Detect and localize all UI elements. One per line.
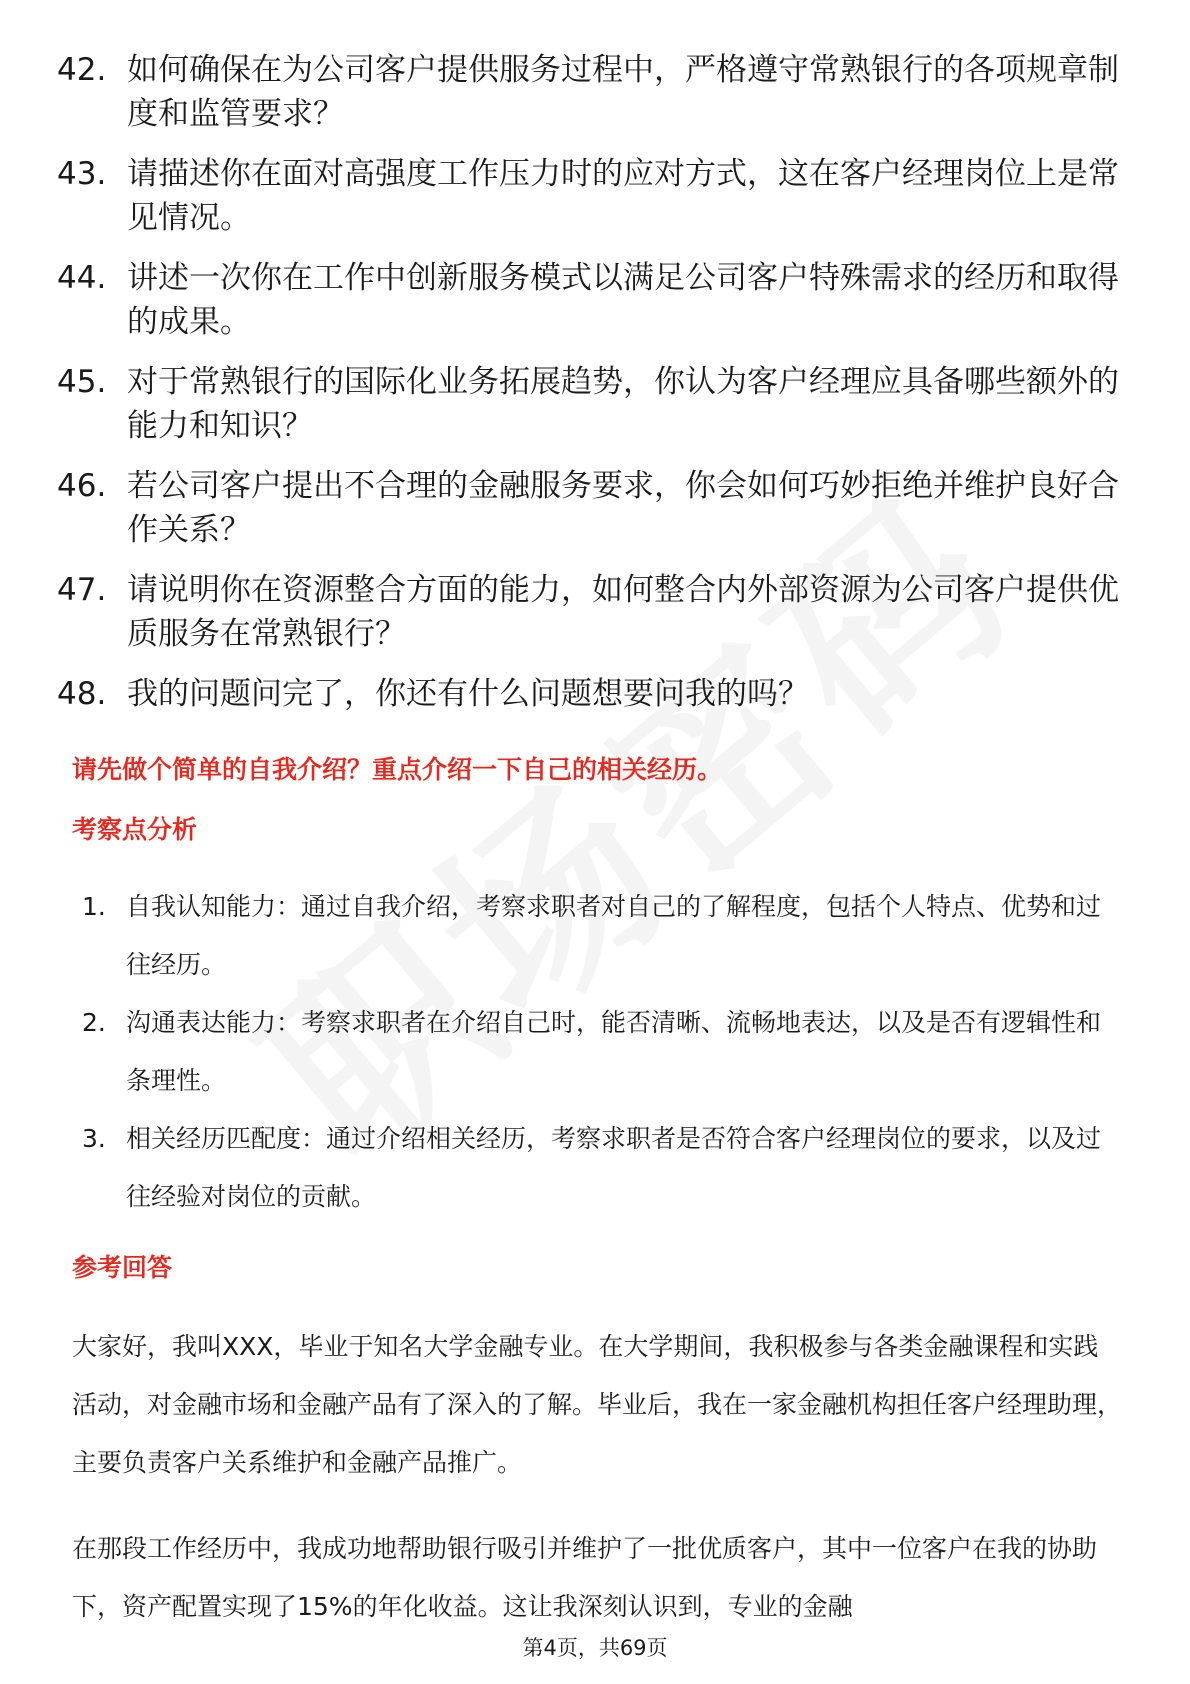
question-text: 对于常熟银行的国际化业务拓展趋势，你认为客户经理应具备哪些额外的能力和知识？ [127, 364, 1119, 444]
analysis-heading: 考察点分析 [72, 815, 198, 844]
answer-heading: 参考回答 [72, 1253, 173, 1282]
question-number: 46. [57, 468, 107, 504]
list-item [57, 568, 1137, 656]
question-text: 请说明你在资源整合方面的能力，如何整合内外部资源为公司客户提供优质服务在常熟银行？ [127, 572, 1119, 652]
list-item [82, 994, 1122, 1110]
analysis-text: 沟通表达能力：考察求职者在介绍自己时，能否清晰、流畅地表达，以及是否有逻辑性和条理性。 [126, 1008, 1102, 1095]
section-question: 请先做个简单的自我介绍？重点介绍一下自己的相关经历。 [72, 755, 723, 784]
question-text: 如何确保在为公司客户提供服务过程中，严格遵守常熟银行的各项规章制度和监管要求？ [127, 52, 1119, 132]
analysis-number: 1. [82, 892, 106, 921]
question-number: 48. [57, 676, 107, 712]
question-text: 若公司客户提出不合理的金融服务要求，你会如何巧妙拒绝并维护良好合作关系？ [127, 468, 1119, 548]
question-number: 42. [57, 52, 107, 88]
list-item [57, 48, 1137, 136]
question-text: 请描述你在面对高强度工作压力时的应对方式，这在客户经理岗位上是常见情况。 [127, 156, 1119, 236]
answer-paragraph: 在那段工作经历中，我成功地帮助银行吸引并维护了一批优质客户，其中一位客户在我的协助下，资产配置实现了15%的年化收益。这让我深刻认识到，专业的金融 [72, 1534, 1098, 1621]
question-number: 45. [57, 364, 107, 400]
page-footer: 第4页，共69页 [522, 1636, 668, 1660]
analysis-list [82, 878, 1122, 1226]
list-item [57, 256, 1137, 344]
analysis-text: 相关经历匹配度：通过介绍相关经历，考察求职者是否符合客户经理岗位的要求，以及过往经验对岗位的贡献。 [126, 1124, 1102, 1211]
analysis-number: 2. [82, 1008, 106, 1037]
answer-paragraph: 大家好，我叫XXX，毕业于知名大学金融专业。在大学期间，我积极参与各类金融课程和实践活动，对金融市场和金融产品有了深入的了解。毕业后，我在一家金融机构担任客户经理助理，主要负责客户关系维护和金融产品推广。 [72, 1332, 1123, 1477]
question-text: 讲述一次你在工作中创新服务模式以满足公司客户特殊需求的经历和取得的成果。 [127, 260, 1119, 340]
list-item [57, 672, 1137, 716]
question-number: 44. [57, 260, 107, 296]
list-item [82, 878, 1122, 994]
analysis-number: 3. [82, 1124, 106, 1153]
list-item [57, 464, 1137, 552]
analysis-text: 自我认知能力：通过自我介绍，考察求职者对自己的了解程度，包括个人特点、优势和过往经历。 [126, 892, 1102, 979]
question-number: 47. [57, 572, 107, 608]
question-number: 43. [57, 156, 107, 192]
list-item [57, 152, 1137, 240]
list-item [82, 1110, 1122, 1226]
list-item [57, 360, 1137, 448]
question-list [57, 48, 1137, 732]
question-text: 我的问题问完了，你还有什么问题想要问我的吗？ [127, 676, 809, 712]
